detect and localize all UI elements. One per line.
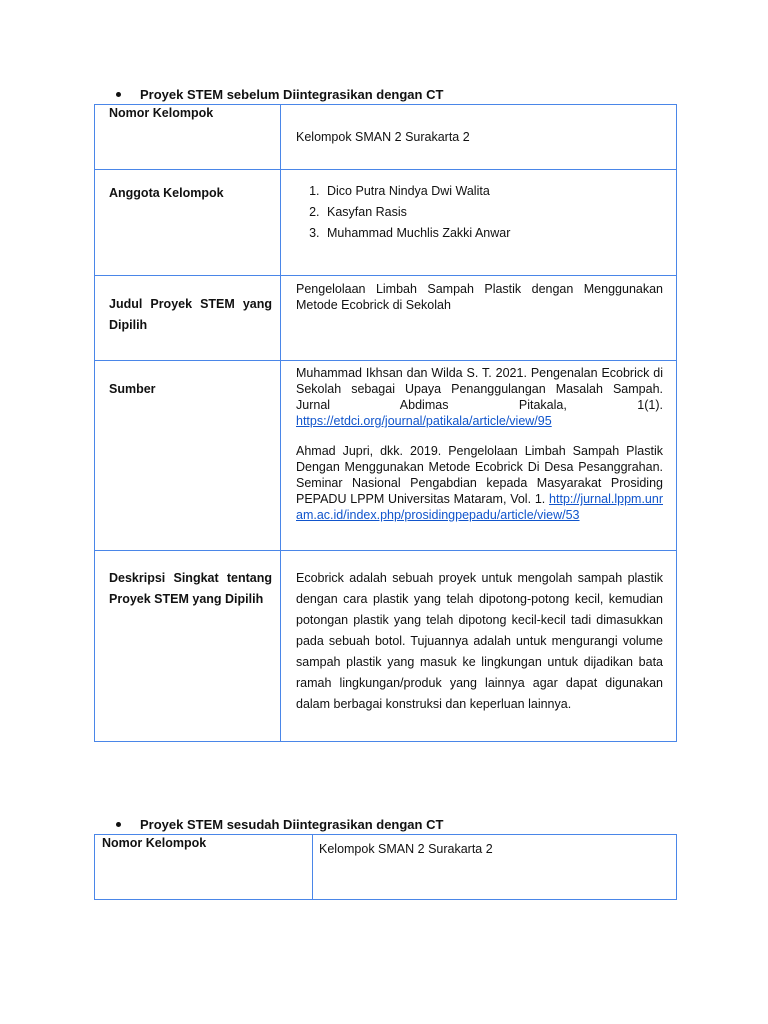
section-heading-before <box>112 87 443 102</box>
label-sumber <box>95 361 281 551</box>
value-nomor-kelompok <box>281 105 677 170</box>
judul-label-text: Judul Proyek STEM yang Dipilih <box>109 297 272 332</box>
value-anggota-kelompok <box>281 170 677 276</box>
sumber-label-text: Sumber <box>109 382 156 396</box>
nomor-kelompok-text: Kelompok SMAN 2 Surakarta 2 <box>319 842 493 856</box>
bullet-icon <box>116 92 121 97</box>
label-deskripsi <box>95 551 281 742</box>
label-nomor-kelompok: Nomor Kelompok <box>95 835 313 900</box>
nomor-kelompok-text: Kelompok SMAN 2 Surakarta 2 <box>296 130 470 144</box>
table-row-nomor <box>95 835 677 900</box>
deskripsi-label-text: Deskripsi Singkat tentang Proyek STEM yang Dipilih <box>109 571 272 606</box>
table-row-nomor <box>95 105 677 170</box>
section-heading-after <box>112 817 443 832</box>
table-row-anggota <box>95 170 677 276</box>
list-item: 1. Dico Putra Nindya Dwi Walita <box>323 181 663 202</box>
table-row-judul <box>95 276 677 361</box>
judul-text: Pengelolaan Limbah Sampah Plastik dengan Menggunakan Metode Ecobrick di Sekolah <box>296 282 663 312</box>
source-2-text: Ahmad Jupri, dkk. 2019. Pengelolaan Limbah Sampah Plastik Dengan Menggunakan Metode Ecobrick Di Desa Pesanggrahan. Seminar Nasional Pengabdian kepada Masyarakat Prosiding PEPADU LPPM Universitas Mataram, Vol. 1. <box>296 444 663 506</box>
deskripsi-text: Ecobrick adalah sebuah proyek untuk mengolah sampah plastik dengan cara plastik yang telah dipotong-potong kecil, kemudian potongan plastik yang telah dipotong kecil-kecil tadi dimasukkan pada sebuah botol. Tujuannya adalah untuk mengurangi volume sampah plastik yang masuk ke lingkungan untuk dijadikan bata ramah lingkungan/produk yang lainnya agar dapat digunakan dalam berbagai konstruksi dan keperluan lainnya. <box>296 571 663 711</box>
section-heading-text: Proyek STEM sebelum Diintegrasikan dengan CT <box>140 87 444 102</box>
value-deskripsi <box>281 551 677 742</box>
anggota-label-text: Anggota Kelompok <box>109 186 224 200</box>
table-after <box>94 834 677 900</box>
bullet-icon <box>116 822 121 827</box>
table-row-sumber <box>95 361 677 551</box>
section-heading-text: Proyek STEM sesudah Diintegrasikan dengan CT <box>140 817 444 832</box>
label-anggota-kelompok <box>95 170 281 276</box>
source-2-link[interactable]: http://jurnal.lppm.unram.ac.id/index.php/prosidingpepadu/article/view/53 <box>296 492 663 522</box>
table-before <box>94 104 677 742</box>
value-sumber <box>281 361 677 551</box>
value-judul-proyek <box>281 276 677 361</box>
list-item: 3. Muhammad Muchlis Zakki Anwar <box>323 223 663 244</box>
list-item: 2. Kasyfan Rasis <box>323 202 663 223</box>
source-1 <box>296 365 663 429</box>
label-judul-proyek <box>95 276 281 361</box>
source-1-link[interactable]: https://etdci.org/journal/patikala/article/view/95 <box>296 414 552 428</box>
source-1-text: Muhammad Ikhsan dan Wilda S. T. 2021. Pengenalan Ecobrick di Sekolah sebagai Upaya Penanggulangan Masalah Sampah. Jurnal Abdimas Pitakala, 1(1). <box>296 366 663 412</box>
source-2 <box>296 443 663 523</box>
value-nomor-kelompok <box>313 835 677 900</box>
table-row-deskripsi <box>95 551 677 742</box>
member-list <box>296 181 663 244</box>
label-nomor-kelompok: Nomor Kelompok <box>95 105 281 170</box>
